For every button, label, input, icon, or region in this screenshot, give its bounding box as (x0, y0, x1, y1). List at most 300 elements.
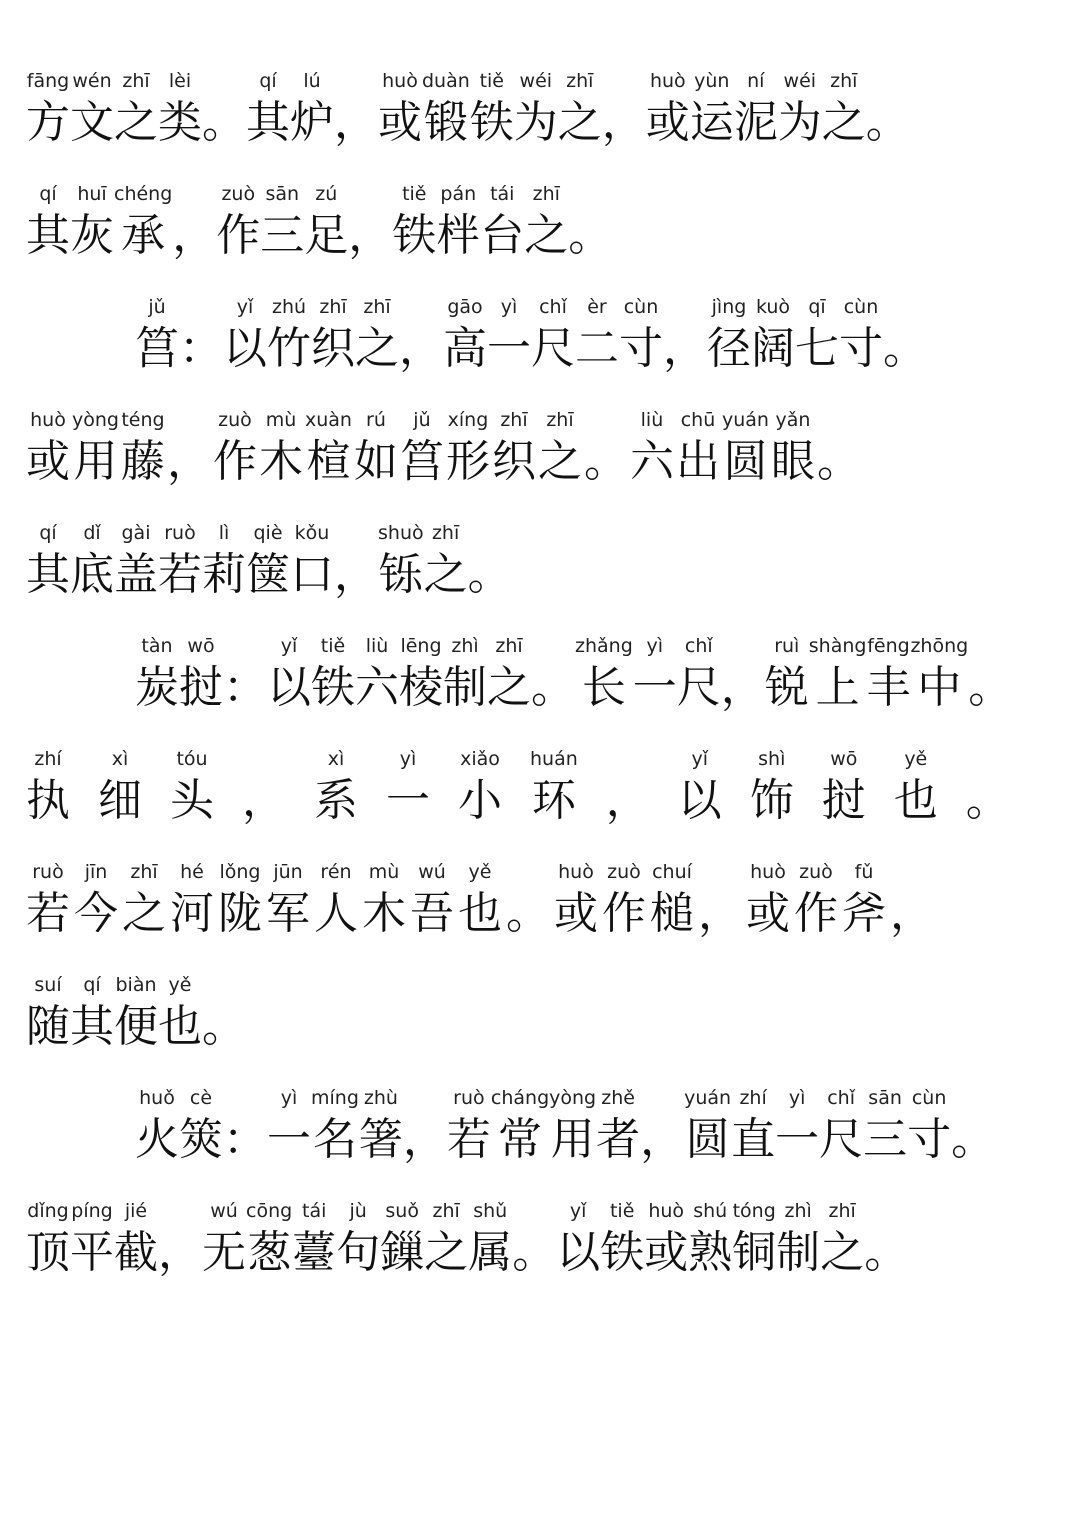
hanzi-glyph: 寸 (619, 323, 663, 374)
pinyin-annotation: yě (893, 748, 938, 770)
hanzi-glyph: 尺 (819, 1114, 864, 1165)
hanzi-char (399, 409, 444, 487)
hanzi-char (72, 409, 119, 487)
pinyin-annotation: tàn (135, 635, 179, 657)
hanzi-glyph: 无 (202, 1227, 246, 1278)
pinyin-annotation: zhī (122, 861, 166, 883)
pinyin-annotation: wén (70, 70, 114, 92)
pinyin-annotation: huò (26, 409, 70, 431)
pinyin-annotation: jǔ (399, 409, 444, 431)
hanzi-glyph: 之 (821, 97, 866, 148)
hanzi-glyph: 用 (72, 436, 119, 487)
pinyin-annotation: suí (26, 974, 70, 996)
text-line-6 (135, 635, 1056, 713)
hanzi-char (120, 409, 165, 487)
hanzi-glyph: 一 (386, 775, 430, 826)
punctuation-mark: 。 (202, 1001, 246, 1052)
pinyin-annotation: zuò (216, 183, 261, 205)
pinyin-annotation: yǎn (770, 409, 815, 431)
pinyin-annotation: lèi (158, 70, 202, 92)
pinyin-annotation: rú (353, 409, 398, 431)
hanzi-glyph: 竹 (267, 323, 311, 374)
pinyin-annotation: cōng (246, 1200, 293, 1222)
pinyin-annotation: gài (114, 522, 158, 544)
hanzi-char (530, 748, 578, 826)
punctuation-mark: 。 (816, 436, 861, 487)
hanzi-glyph: 者 (596, 1114, 641, 1165)
pinyin-annotation: jīn (74, 861, 118, 883)
hanzi-char (443, 296, 487, 374)
hanzi-char (893, 748, 938, 826)
pinyin-annotation: zhī (355, 296, 399, 318)
pinyin-annotation: zuò (602, 861, 646, 883)
hanzi-char (336, 1200, 381, 1278)
hanzi-glyph: 或 (746, 888, 790, 939)
hanzi-char (26, 1200, 70, 1278)
hanzi-char (98, 748, 142, 826)
hanzi-char (468, 1200, 513, 1278)
hanzi-char (487, 635, 531, 713)
hanzi-glyph: 常 (490, 1114, 550, 1165)
pinyin-annotation: zhí (731, 1087, 776, 1109)
hanzi-glyph: 铁 (311, 662, 355, 713)
hanzi-glyph: 以 (223, 323, 267, 374)
text-line-1 (26, 70, 1056, 148)
hanzi-glyph: 饰 (749, 775, 794, 826)
pinyin-annotation: zhī (820, 1200, 865, 1222)
hanzi-glyph: 寸 (907, 1114, 952, 1165)
hanzi-glyph: 为 (513, 97, 558, 148)
pinyin-annotation: yǐ (677, 748, 722, 770)
hanzi-char (866, 635, 911, 713)
pinyin-annotation: zhī (311, 296, 355, 318)
hanzi-char (436, 183, 481, 261)
pinyin-annotation: qí (70, 974, 114, 996)
text-line-2 (26, 183, 1056, 261)
punctuation-mark: 。 (568, 210, 613, 261)
hanzi-glyph: 之 (524, 210, 569, 261)
text-line-9 (26, 974, 1056, 1052)
hanzi-char (70, 1200, 114, 1278)
hanzi-glyph: 尺 (676, 662, 721, 713)
pinyin-annotation: wéi (513, 70, 558, 92)
hanzi-glyph: 平 (70, 1227, 114, 1278)
punctuation-mark: ， (890, 888, 934, 939)
hanzi-char (423, 522, 468, 600)
hanzi-glyph: 今 (74, 888, 118, 939)
hanzi-char (216, 183, 261, 261)
hanzi-glyph: 河 (170, 888, 214, 939)
pinyin-annotation: qí (26, 183, 70, 205)
hanzi-glyph: 足 (304, 210, 349, 261)
pinyin-annotation: kǒu (290, 522, 334, 544)
hanzi-glyph: 二 (575, 323, 619, 374)
hanzi-char (863, 1087, 908, 1165)
hanzi-char (794, 861, 838, 939)
hanzi-glyph: 直 (731, 1114, 776, 1165)
pinyin-annotation: tiě (600, 1200, 645, 1222)
hanzi-char (223, 296, 267, 374)
pinyin-annotation: píng (70, 1200, 114, 1222)
pinyin-annotation: zhī (557, 70, 602, 92)
hanzi-glyph: 炭 (135, 662, 179, 713)
hanzi-char (158, 522, 202, 600)
hanzi-glyph: 之 (557, 97, 602, 148)
pinyin-annotation: qí (26, 522, 70, 544)
hanzi-glyph: 或 (645, 97, 690, 148)
hanzi-glyph: 类 (158, 97, 202, 148)
text-line-11 (26, 1200, 1056, 1278)
hanzi-char (26, 183, 70, 261)
pinyin-annotation: yì (632, 635, 677, 657)
pinyin-annotation: chǐ (676, 635, 721, 657)
hanzi-char (218, 861, 262, 939)
hanzi-glyph: 系 (314, 775, 358, 826)
hanzi-glyph: 细 (98, 775, 142, 826)
pinyin-annotation: jǔ (135, 296, 179, 318)
pinyin-annotation: yǐ (223, 296, 267, 318)
hanzi-char (158, 974, 202, 1052)
pinyin-annotation: yě (158, 974, 202, 996)
hanzi-char (675, 409, 720, 487)
hanzi-glyph: 织 (311, 323, 355, 374)
hanzi-char (314, 861, 358, 939)
punctuation-mark: 。 (583, 436, 628, 487)
hanzi-char (524, 183, 569, 261)
hanzi-char (821, 70, 866, 148)
pinyin-annotation: jù (336, 1200, 381, 1222)
hanzi-char (458, 748, 502, 826)
hanzi-glyph: 铁 (392, 210, 437, 261)
hanzi-glyph: 七 (795, 323, 839, 374)
hanzi-char (819, 1087, 864, 1165)
pinyin-annotation: mù (258, 409, 303, 431)
hanzi-glyph: 六 (629, 436, 674, 487)
hanzi-glyph: 或 (378, 97, 422, 148)
hanzi-char (386, 748, 430, 826)
hanzi-glyph: 若 (446, 1114, 491, 1165)
pinyin-annotation: lú (290, 70, 334, 92)
pinyin-annotation: jūn (266, 861, 310, 883)
hanzi-glyph: 木 (362, 888, 406, 939)
text-line-5 (26, 522, 1056, 600)
hanzi-glyph: 筥 (399, 436, 444, 487)
pinyin-annotation: ní (733, 70, 778, 92)
pinyin-annotation: tiě (311, 635, 355, 657)
hanzi-glyph: 之 (355, 323, 399, 374)
pinyin-annotation: shuò (378, 522, 424, 544)
hanzi-glyph: 形 (445, 436, 490, 487)
hanzi-char (290, 522, 334, 600)
pinyin-annotation: chǐ (531, 296, 575, 318)
hanzi-char (114, 974, 158, 1052)
hanzi-glyph: 台 (480, 210, 525, 261)
pinyin-annotation: shú (688, 1200, 733, 1222)
pinyin-annotation: zhǎng (575, 635, 633, 657)
hanzi-char (557, 70, 602, 148)
punctuation-mark: 。 (865, 97, 910, 148)
hanzi-char (619, 296, 663, 374)
hanzi-char (600, 1200, 645, 1278)
hanzi-char (676, 635, 721, 713)
hanzi-glyph: 尺 (531, 323, 575, 374)
hanzi-glyph: 名 (311, 1114, 359, 1165)
hanzi-char (721, 409, 769, 487)
pinyin-annotation: zhī (491, 409, 536, 431)
hanzi-glyph: 锐 (764, 662, 809, 713)
hanzi-char (212, 409, 257, 487)
pinyin-annotation: shǔ (468, 1200, 513, 1222)
hanzi-glyph: 其 (246, 97, 290, 148)
pinyin-annotation: biàn (114, 974, 158, 996)
pinyin-annotation: qī (795, 296, 839, 318)
hanzi-glyph: 箧 (246, 549, 290, 600)
punctuation-mark: 。 (531, 662, 575, 713)
hanzi-glyph: 六 (355, 662, 399, 713)
hanzi-char (26, 748, 70, 826)
hanzi-glyph: 环 (530, 775, 578, 826)
hanzi-glyph: 楦 (304, 436, 352, 487)
hanzi-glyph: 中 (910, 662, 969, 713)
punctuation-mark: ， (166, 436, 211, 487)
hanzi-glyph: 文 (70, 97, 114, 148)
hanzi-char (549, 1087, 597, 1165)
pinyin-annotation: yǐ (556, 1200, 601, 1222)
hanzi-glyph: 执 (26, 775, 70, 826)
pinyin-annotation: wéi (777, 70, 822, 92)
hanzi-glyph: 作 (794, 888, 838, 939)
hanzi-char (629, 409, 674, 487)
pinyin-annotation: yì (386, 748, 430, 770)
hanzi-char (362, 861, 406, 939)
pinyin-annotation: rén (314, 861, 358, 883)
punctuation-mark: ： (179, 323, 223, 374)
pinyin-annotation: huò (746, 861, 790, 883)
hanzi-char (246, 1200, 293, 1278)
hanzi-glyph: 鏁 (380, 1227, 425, 1278)
pinyin-annotation: huī (70, 183, 114, 205)
hanzi-glyph: 陇 (218, 888, 262, 939)
hanzi-char (775, 1087, 820, 1165)
pinyin-annotation: zhī (487, 635, 531, 657)
hanzi-char (311, 296, 355, 374)
hanzi-char (733, 70, 778, 148)
hanzi-char (114, 1200, 158, 1278)
punctuation-mark: ， (402, 1114, 447, 1165)
hanzi-char (26, 522, 70, 600)
pinyin-annotation: tái (480, 183, 525, 205)
hanzi-glyph: 火 (135, 1114, 179, 1165)
pinyin-annotation: míng (311, 1087, 359, 1109)
hanzi-char (446, 1087, 491, 1165)
hanzi-glyph: 眼 (770, 436, 815, 487)
pinyin-annotation: tái (292, 1200, 337, 1222)
pinyin-annotation: wō (179, 635, 223, 657)
hanzi-char (424, 1200, 469, 1278)
pinyin-annotation: jìng (707, 296, 751, 318)
hanzi-glyph: 上 (808, 662, 867, 713)
hanzi-char (513, 70, 558, 148)
hanzi-glyph: 或 (644, 1227, 689, 1278)
pinyin-annotation: yuán (684, 1087, 732, 1109)
hanzi-char (650, 861, 694, 939)
pinyin-annotation: zuò (212, 409, 257, 431)
hanzi-char (135, 635, 179, 713)
pinyin-annotation: chǐ (819, 1087, 864, 1109)
hanzi-char (70, 183, 114, 261)
hanzi-glyph: 也 (458, 888, 502, 939)
hanzi-glyph: 寸 (839, 323, 883, 374)
hanzi-glyph: 熟 (688, 1227, 733, 1278)
hanzi-glyph: 葱 (246, 1227, 293, 1278)
hanzi-glyph: 铁 (469, 97, 514, 148)
hanzi-glyph: 用 (549, 1114, 597, 1165)
hanzi-char (445, 409, 490, 487)
pinyin-annotation: ruò (446, 1087, 491, 1109)
hanzi-char (732, 1200, 777, 1278)
hanzi-glyph: 高 (443, 323, 487, 374)
pinyin-annotation: sān (863, 1087, 908, 1109)
pinyin-annotation: yuán (721, 409, 769, 431)
pinyin-annotation: huǒ (135, 1087, 179, 1109)
hanzi-char (170, 748, 214, 826)
pinyin-annotation: zhú (267, 296, 311, 318)
hanzi-glyph: 盖 (114, 549, 158, 600)
pinyin-annotation: yì (775, 1087, 820, 1109)
hanzi-char (554, 861, 598, 939)
hanzi-char (821, 748, 866, 826)
text-line-3 (135, 296, 1056, 374)
pinyin-annotation: ruò (158, 522, 202, 544)
hanzi-glyph: 也 (158, 1001, 202, 1052)
hanzi-glyph: 若 (158, 549, 202, 600)
hanzi-char (910, 635, 969, 713)
punctuation-mark: 。 (864, 1227, 909, 1278)
hanzi-glyph: 人 (314, 888, 358, 939)
hanzi-glyph: 铄 (378, 549, 424, 600)
pinyin-annotation: zhě (596, 1087, 641, 1109)
hanzi-char (314, 748, 358, 826)
hanzi-char (575, 296, 619, 374)
hanzi-char (290, 70, 334, 148)
hanzi-char (26, 974, 70, 1052)
hanzi-char (596, 1087, 641, 1165)
hanzi-char (575, 635, 633, 713)
hanzi-char (26, 861, 70, 939)
hanzi-char (644, 1200, 689, 1278)
pinyin-annotation: liù (629, 409, 674, 431)
hanzi-glyph: 一 (775, 1114, 820, 1165)
hanzi-glyph: 木 (258, 436, 303, 487)
hanzi-glyph: 运 (689, 97, 734, 148)
pinyin-annotation: xuàn (304, 409, 352, 431)
hanzi-char (304, 183, 349, 261)
hanzi-glyph: 莉 (202, 549, 246, 600)
pinyin-annotation: yòng (72, 409, 119, 431)
pinyin-annotation: huò (644, 1200, 689, 1222)
hanzi-glyph: 铜 (732, 1227, 777, 1278)
hanzi-glyph: 薹 (292, 1227, 337, 1278)
hanzi-glyph: 一 (632, 662, 677, 713)
punctuation-mark: ， (242, 775, 286, 826)
pinyin-annotation: yòng (549, 1087, 597, 1109)
hanzi-glyph: 或 (26, 436, 70, 487)
hanzi-char (776, 1200, 821, 1278)
pinyin-annotation: wō (821, 748, 866, 770)
punctuation-mark: ， (663, 323, 707, 374)
pinyin-annotation: huò (378, 70, 422, 92)
pinyin-annotation: zhī (524, 183, 569, 205)
hanzi-glyph: 之 (820, 1227, 865, 1278)
hanzi-char (458, 861, 502, 939)
pinyin-annotation: zhī (821, 70, 866, 92)
hanzi-char (677, 748, 722, 826)
hanzi-char (246, 522, 290, 600)
pinyin-annotation: pán (436, 183, 481, 205)
hanzi-glyph: 以 (267, 662, 311, 713)
pinyin-annotation: gāo (443, 296, 487, 318)
hanzi-char (410, 861, 454, 939)
pinyin-annotation: yǐ (267, 635, 311, 657)
hanzi-char (632, 635, 677, 713)
hanzi-char (380, 1200, 425, 1278)
hanzi-glyph: 以 (556, 1227, 601, 1278)
pinyin-annotation: téng (120, 409, 165, 431)
text-line-4 (26, 409, 1056, 487)
hanzi-char (749, 748, 794, 826)
punctuation-mark: ： (223, 1114, 267, 1165)
hanzi-char (70, 974, 114, 1052)
hanzi-char (820, 1200, 865, 1278)
hanzi-char (260, 183, 305, 261)
pinyin-annotation: huán (530, 748, 578, 770)
hanzi-glyph: 随 (26, 1001, 70, 1052)
pinyin-annotation: shàng (808, 635, 867, 657)
pinyin-annotation: tóu (170, 748, 214, 770)
pinyin-annotation: fāng (26, 70, 70, 92)
hanzi-char (202, 1200, 246, 1278)
pinyin-annotation: xiǎo (458, 748, 502, 770)
hanzi-glyph: 之 (114, 97, 158, 148)
hanzi-char (443, 635, 487, 713)
hanzi-char (267, 635, 311, 713)
pinyin-annotation: huò (554, 861, 598, 883)
hanzi-glyph: 承 (114, 210, 173, 261)
pinyin-annotation: zhí (26, 748, 70, 770)
hanzi-glyph: 出 (675, 436, 720, 487)
hanzi-char (355, 635, 399, 713)
hanzi-char (839, 296, 883, 374)
hanzi-char (808, 635, 867, 713)
hanzi-char (422, 70, 470, 148)
hanzi-glyph: 阔 (751, 323, 795, 374)
hanzi-glyph: 箸 (358, 1114, 403, 1165)
hanzi-char (179, 1087, 223, 1165)
pinyin-annotation: tóng (732, 1200, 777, 1222)
hanzi-char (114, 183, 173, 261)
punctuation-mark: ， (348, 210, 393, 261)
pinyin-annotation: lǒng (218, 861, 262, 883)
pinyin-annotation: zhī (423, 522, 468, 544)
pinyin-annotation: chuí (650, 861, 694, 883)
hanzi-char (292, 1200, 337, 1278)
text-line-10 (135, 1087, 1056, 1165)
hanzi-glyph: 三 (863, 1114, 908, 1165)
hanzi-glyph: 挝 (179, 662, 223, 713)
punctuation-mark: 。 (202, 97, 246, 148)
hanzi-char (266, 861, 310, 939)
hanzi-glyph: 挝 (821, 775, 866, 826)
